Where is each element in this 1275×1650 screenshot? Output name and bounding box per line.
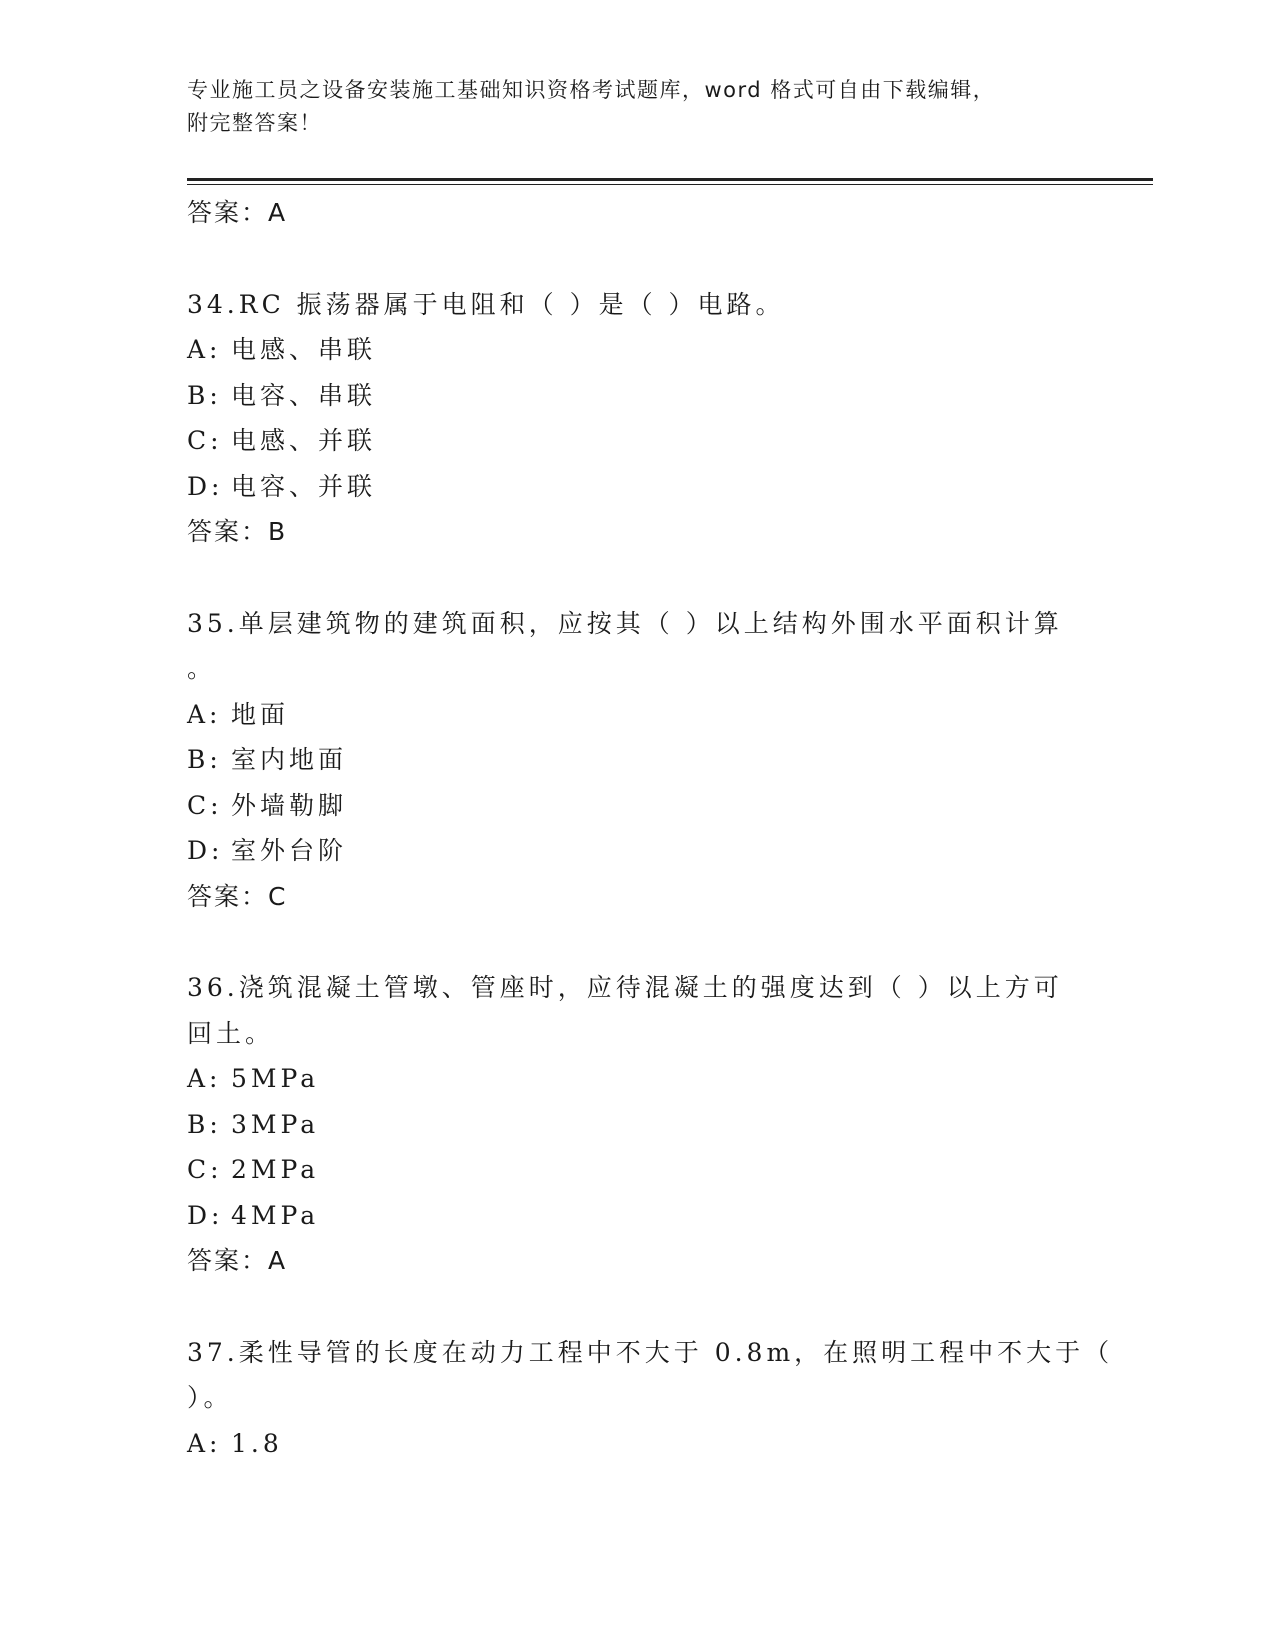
option-label: A: xyxy=(187,1428,222,1458)
option-label: D: xyxy=(187,836,224,865)
question-stem: 35.单层建筑物的建筑面积，应按其（ ）以上结构外围水平面积计算 xyxy=(187,608,1063,638)
question-block xyxy=(187,1330,1114,1467)
spacer xyxy=(187,555,1087,601)
option-d xyxy=(187,1193,1087,1239)
option-text: 3MPa xyxy=(231,1109,320,1139)
option-text: 室外台阶 xyxy=(231,836,348,865)
option-label: D: xyxy=(187,471,224,501)
answer-line: 答案：C xyxy=(187,881,288,911)
question-stem-continued: 。 xyxy=(187,654,217,683)
question-stem-continued: 回土。 xyxy=(187,1018,275,1048)
question-stem-continued: ）。 xyxy=(187,1383,233,1412)
option-b xyxy=(187,373,1087,419)
option-label: A: xyxy=(187,335,222,364)
option-label: C: xyxy=(187,1155,223,1184)
option-label: C: xyxy=(187,426,223,455)
option-text: 2MPa xyxy=(231,1155,320,1184)
option-label: B: xyxy=(187,380,222,410)
option-label: D: xyxy=(187,1200,224,1230)
header-rule-thick xyxy=(187,178,1153,181)
option-b xyxy=(187,737,1087,783)
question-stem: 37.柔性导管的长度在动力工程中不大于 0.8m，在照明工程中不大于（ xyxy=(187,1337,1114,1367)
option-text: 5MPa xyxy=(231,1064,320,1093)
option-a xyxy=(187,692,1087,738)
document-header xyxy=(187,74,1067,140)
spacer xyxy=(187,919,1087,965)
header-rule-thin xyxy=(187,184,1153,185)
option-b xyxy=(187,1102,1087,1148)
option-label: A: xyxy=(187,1064,222,1093)
option-text: 外墙勒脚 xyxy=(231,790,348,820)
answer-line: 答案：B xyxy=(187,517,288,546)
spacer xyxy=(187,1284,1087,1330)
answer-line: 答案：A xyxy=(187,1246,288,1275)
option-label: C: xyxy=(187,790,223,820)
question-block xyxy=(187,965,1087,1284)
option-a xyxy=(187,1056,1087,1102)
option-text: 电感、并联 xyxy=(231,426,377,455)
question-list xyxy=(187,190,1114,1466)
option-text: 电容、串联 xyxy=(231,380,377,410)
question-stem: 36.浇筑混凝土管墩、管座时，应待混凝土的强度达到（ ）以上方可 xyxy=(187,973,1063,1002)
option-text: 4MPa xyxy=(231,1200,320,1230)
header-line-1: 专业施工员之设备安装施工基础知识资格考试题库，word 格式可自由下载编辑， xyxy=(187,78,996,102)
option-c xyxy=(187,418,1087,464)
option-label: B: xyxy=(187,1109,222,1139)
option-c xyxy=(187,1147,1087,1193)
option-text: 电容、并联 xyxy=(231,471,377,501)
previous-answer: 答案：A xyxy=(187,198,288,227)
option-a xyxy=(187,327,1087,373)
option-label: A: xyxy=(187,699,222,729)
question-stem: 34.RC 振荡器属于电阻和（ ）是（ ）电路。 xyxy=(187,289,785,319)
option-text: 室内地面 xyxy=(231,745,348,774)
option-text: 地面 xyxy=(231,699,290,729)
option-c xyxy=(187,783,1087,829)
option-d xyxy=(187,464,1087,510)
question-block xyxy=(187,282,1087,555)
option-a xyxy=(187,1421,1087,1467)
spacer xyxy=(187,236,1087,282)
option-text: 1.8 xyxy=(231,1428,283,1458)
option-label: B: xyxy=(187,745,222,774)
option-text: 电感、串联 xyxy=(231,335,377,364)
header-line-2: 附完整答案！ xyxy=(187,111,322,135)
option-d xyxy=(187,828,1087,874)
question-block xyxy=(187,601,1087,920)
